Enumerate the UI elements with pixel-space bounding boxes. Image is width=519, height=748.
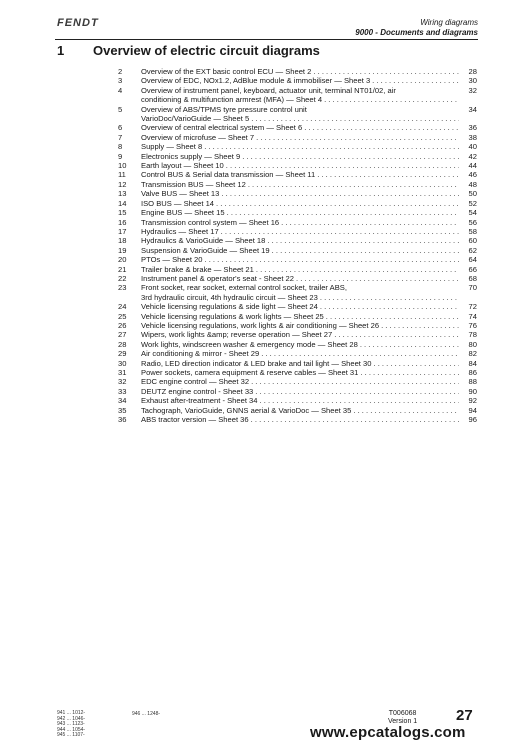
toc-entry[interactable] <box>110 133 477 142</box>
toc-entry-number: 4 <box>118 85 123 95</box>
toc-entry-page: 74 <box>468 311 477 321</box>
toc-entry-page: 80 <box>468 339 477 349</box>
toc-entry-line: EDC engine control — Sheet 32 <box>141 377 250 387</box>
toc-leader-dots <box>249 114 459 123</box>
toc-leader-dots <box>249 377 459 386</box>
toc-leader-dots <box>259 349 459 358</box>
toc-entry-text <box>141 406 459 415</box>
toc-leader-dots <box>311 67 459 76</box>
toc-entry-line: Work lights, windscreen washer & emergency mode — Sheet 28 <box>141 339 358 349</box>
toc-entry-page: 90 <box>468 386 477 396</box>
toc-entry[interactable] <box>110 302 477 311</box>
toc-entry-page: 36 <box>468 123 477 133</box>
table-of-contents <box>110 67 477 424</box>
toc-entry-text <box>141 321 459 330</box>
toc-entry-page: 50 <box>468 189 477 199</box>
toc-entry-number: 15 <box>118 208 127 218</box>
toc-entry-line: Vehicle licensing regulations & work lights — Sheet 25 <box>141 311 324 321</box>
footer-code: 942 ... 1046- <box>57 715 86 722</box>
toc-entry-number: 12 <box>118 179 127 189</box>
toc-entry-page: 84 <box>468 358 477 368</box>
toc-entry-number: 20 <box>118 255 127 265</box>
toc-entry-line: Tachograph, VarioGuide, GNNS aerial & VarioDoc — Sheet 35 <box>141 405 352 415</box>
toc-entry-line: conditioning & multifunction armrest (MFA) — Sheet 4 <box>141 95 323 105</box>
toc-entry-number: 7 <box>118 132 123 142</box>
toc-entry-page: 62 <box>468 245 477 255</box>
toc-leader-dots <box>246 180 459 189</box>
section-number: 1 <box>57 43 65 58</box>
toc-entry[interactable] <box>110 142 477 151</box>
toc-entry-text <box>141 123 459 132</box>
toc-entry-number: 26 <box>118 320 127 330</box>
toc-entry-line: Wipers, work lights &amp; reverse operation — Sheet 27 <box>141 330 333 340</box>
toc-entry-number: 19 <box>118 245 127 255</box>
watermark: www.epcatalogs.com <box>310 724 466 741</box>
toc-leader-dots <box>270 246 459 255</box>
toc-entry-page: 78 <box>468 330 477 340</box>
toc-entry-line: PTOs — Sheet 20 <box>141 255 203 265</box>
toc-entry-page: 76 <box>468 320 477 330</box>
toc-entry[interactable] <box>110 340 477 349</box>
toc-entry-line: Overview of the EXT basic control ECU — Sheet 2 <box>141 67 312 76</box>
toc-entry-text <box>141 340 459 349</box>
toc-entry-number: 17 <box>118 226 127 236</box>
toc-entry-number: 8 <box>118 142 123 152</box>
toc-leader-dots <box>249 415 459 424</box>
toc-entry-line: Engine BUS — Sheet 15 <box>141 208 225 218</box>
toc-entry[interactable] <box>110 86 477 105</box>
toc-entry-text <box>141 199 459 208</box>
toc-entry-line: Earth layout — Sheet 10 <box>141 161 224 171</box>
toc-entry-line: ABS tractor version — Sheet 36 <box>141 415 249 425</box>
header-category: Wiring diagrams <box>420 18 478 27</box>
toc-entry-number: 35 <box>118 405 127 415</box>
section-title: Overview of electric circuit diagrams <box>93 43 320 58</box>
toc-entry-line: Hydraulics — Sheet 17 <box>141 226 219 236</box>
toc-entry-number: 23 <box>118 283 127 293</box>
toc-entry[interactable] <box>110 170 477 179</box>
toc-entry-number: 31 <box>118 368 127 377</box>
toc-entry-text <box>141 368 459 377</box>
toc-entry-page: 72 <box>468 302 477 312</box>
toc-leader-dots <box>371 359 459 368</box>
toc-entry-line: Suspension & VarioGuide — Sheet 19 <box>141 245 270 255</box>
toc-entry-page: 92 <box>468 396 477 406</box>
toc-leader-dots <box>379 321 459 330</box>
toc-leader-dots <box>294 274 459 283</box>
toc-entry-number: 34 <box>118 396 127 406</box>
toc-entry-text <box>141 312 459 321</box>
toc-entry-number: 22 <box>118 273 127 283</box>
footer-model-code-extra: 946 ... 1248- <box>132 711 161 717</box>
toc-entry-text <box>141 208 459 217</box>
toc-entry-page: 88 <box>468 377 477 387</box>
toc-entry-number: 18 <box>118 236 127 246</box>
toc-entry-text <box>141 330 459 339</box>
toc-entry-number: 25 <box>118 311 127 321</box>
toc-entry-text <box>141 265 459 274</box>
toc-leader-dots <box>254 133 459 142</box>
toc-entry-text <box>141 142 459 151</box>
toc-entry-line: Overview of EDC, NOx1.2, AdBlue module & immobiliser — Sheet 3 <box>141 76 371 86</box>
toc-entry-line: Vehicle licensing regulations, work lights & air conditioning — Sheet 26 <box>141 320 380 330</box>
toc-entry-number: 30 <box>118 358 127 368</box>
toc-entry[interactable] <box>110 349 477 358</box>
toc-entry-text <box>141 218 459 227</box>
document-header <box>355 18 478 38</box>
toc-entry-line: Overview of instrument panel, keyboard, actuator unit, terminal NT01/02, air <box>141 85 396 95</box>
toc-entry-text <box>141 170 459 179</box>
toc-entry-line: Radio, LED direction indicator & LED brake and tail light — Sheet 30 <box>141 358 372 368</box>
toc-leader-dots <box>214 199 459 208</box>
toc-entry-line: Overview of central electrical system — Sheet 6 <box>141 123 303 133</box>
toc-entry[interactable] <box>110 76 477 85</box>
toc-entry-text <box>141 76 459 85</box>
toc-entry[interactable] <box>110 180 477 189</box>
toc-leader-dots <box>265 236 459 245</box>
toc-entry-line: 3rd hydraulic circuit, 4th hydraulic circuit — Sheet 23 <box>141 292 318 302</box>
toc-entry[interactable] <box>110 246 477 255</box>
toc-leader-dots <box>322 95 459 104</box>
toc-entry-line: VarioDoc/VarioGuide — Sheet 5 <box>141 114 250 124</box>
footer-code: 945 ... 1107- <box>57 732 85 739</box>
toc-leader-dots <box>202 255 459 264</box>
toc-entry-page: 28 <box>468 67 477 76</box>
toc-entry[interactable] <box>110 321 477 330</box>
header-document-title: 9000 - Documents and diagrams <box>355 28 478 37</box>
toc-entry-page: 54 <box>468 208 477 218</box>
toc-entry[interactable] <box>110 377 477 386</box>
toc-entry-number: 32 <box>118 377 127 387</box>
toc-entry[interactable] <box>110 368 477 377</box>
toc-entry-line: Overview of ABS/TPMS tyre pressure control unit <box>141 104 307 114</box>
toc-entry-text <box>141 302 459 311</box>
toc-entry-number: 33 <box>118 386 127 396</box>
toc-entry[interactable] <box>110 283 477 302</box>
toc-entry[interactable] <box>110 312 477 321</box>
toc-entry-line: ISO BUS — Sheet 14 <box>141 198 215 208</box>
toc-entry-line: DEUTZ engine control - Sheet 33 <box>141 386 254 396</box>
toc-leader-dots <box>240 152 459 161</box>
toc-entry-line: Air conditioning & mirror - Sheet 29 <box>141 349 260 359</box>
header-divider <box>55 39 478 40</box>
toc-entry-text <box>141 387 459 396</box>
toc-entry-page: 34 <box>468 104 477 114</box>
toc-leader-dots <box>224 161 459 170</box>
toc-entry-line: Hydraulics & VarioGuide — Sheet 18 <box>141 236 266 246</box>
toc-entry-number: 13 <box>118 189 127 199</box>
toc-entry-line: Instrument panel & operator's seat - Sheet 22 <box>141 273 294 283</box>
toc-entry[interactable] <box>110 152 477 161</box>
toc-leader-dots <box>370 76 459 85</box>
footer-code: 943 ... 1123- <box>57 721 85 728</box>
toc-entry-text <box>141 189 459 198</box>
toc-entry[interactable] <box>110 396 477 405</box>
brand-logo: FENDT <box>57 17 99 29</box>
toc-entry-page: 82 <box>468 349 477 359</box>
toc-entry[interactable] <box>110 387 477 396</box>
toc-entry-text <box>141 246 459 255</box>
toc-entry-page: 46 <box>468 170 477 180</box>
toc-entry[interactable] <box>110 218 477 227</box>
toc-entry-number: 9 <box>118 151 123 161</box>
toc-entry-text <box>141 86 459 105</box>
toc-entry-number: 3 <box>118 76 123 86</box>
toc-entry-page: 42 <box>468 151 477 161</box>
toc-entry[interactable] <box>110 330 477 339</box>
footer-code: 944 ... 1054- <box>57 726 86 733</box>
toc-entry-page: 30 <box>468 76 477 86</box>
toc-entry-number: 28 <box>118 339 127 349</box>
toc-leader-dots <box>219 189 459 198</box>
toc-leader-dots <box>318 302 459 311</box>
toc-entry-text <box>141 227 459 236</box>
page-number: 27 <box>456 707 473 724</box>
toc-entry[interactable] <box>110 67 477 76</box>
toc-leader-dots <box>351 406 459 415</box>
toc-entry-line: Supply — Sheet 8 <box>141 142 203 152</box>
toc-entry-number: 5 <box>118 104 123 114</box>
toc-entry-text <box>141 415 459 424</box>
toc-leader-dots <box>202 142 459 151</box>
toc-entry-number: 27 <box>118 330 127 340</box>
toc-entry-text <box>141 161 459 170</box>
toc-leader-dots <box>253 387 459 396</box>
toc-entry[interactable] <box>110 274 477 283</box>
toc-entry[interactable] <box>110 415 477 424</box>
toc-leader-dots <box>358 368 459 377</box>
toc-entry-number: 11 <box>118 170 126 180</box>
toc-leader-dots <box>332 330 459 339</box>
toc-entry-number: 21 <box>118 264 127 274</box>
toc-entry-number: 36 <box>118 415 127 425</box>
toc-entry-text <box>141 67 459 76</box>
toc-entry[interactable] <box>110 227 477 236</box>
toc-entry-text <box>141 274 459 283</box>
toc-entry-line: Electronics supply — Sheet 9 <box>141 151 241 161</box>
footer-version: Version 1 <box>388 718 418 725</box>
toc-entry[interactable] <box>110 255 477 264</box>
toc-entry[interactable] <box>110 105 477 124</box>
toc-entry-line: Valve BUS — Sheet 13 <box>141 189 220 199</box>
toc-entry-page: 68 <box>468 273 477 283</box>
toc-entry-line: Vehicle licensing regulations & side light — Sheet 24 <box>141 302 318 312</box>
toc-entry[interactable] <box>110 236 477 245</box>
toc-entry-page: 40 <box>468 142 477 152</box>
toc-entry[interactable] <box>110 359 477 368</box>
toc-entry-page: 38 <box>468 132 477 142</box>
toc-entry-text <box>141 133 459 142</box>
toc-leader-dots <box>219 227 459 236</box>
toc-entry-text <box>141 236 459 245</box>
toc-entry-number: 2 <box>118 67 123 76</box>
toc-leader-dots <box>225 208 459 217</box>
toc-leader-dots <box>279 218 459 227</box>
toc-entry[interactable] <box>110 189 477 198</box>
toc-entry[interactable] <box>110 208 477 217</box>
toc-entry-line: Transmission BUS — Sheet 12 <box>141 179 246 189</box>
toc-entry-page: 66 <box>468 264 477 274</box>
toc-entry-page: 94 <box>468 405 477 415</box>
toc-entry[interactable] <box>110 161 477 170</box>
toc-entry-line: Transmission control system — Sheet 16 <box>141 217 280 227</box>
toc-entry-number: 24 <box>118 302 127 312</box>
toc-entry-page: 86 <box>468 368 477 377</box>
footer-doc-id: T006068 <box>388 710 417 717</box>
toc-entry-text <box>141 377 459 386</box>
toc-entry-page: 58 <box>468 226 477 236</box>
toc-entry-line: Exhaust after-treatment - Sheet 34 <box>141 396 258 406</box>
toc-leader-dots <box>258 396 460 405</box>
toc-entry-number: 14 <box>118 198 127 208</box>
toc-entry-page: 56 <box>468 217 477 227</box>
toc-entry-text <box>141 152 459 161</box>
toc-entry-text <box>141 359 459 368</box>
toc-entry-line: Control BUS & Serial data transmission — Sheet 11 <box>141 170 316 180</box>
toc-entry-page: 64 <box>468 255 477 265</box>
toc-leader-dots <box>302 123 459 132</box>
toc-entry-text <box>141 180 459 189</box>
toc-entry-text <box>141 255 459 264</box>
toc-entry-line: Trailer brake & brake — Sheet 21 <box>141 264 254 274</box>
toc-entry-line: Power sockets, camera equipment & reserve cables — Sheet 31 <box>141 368 359 377</box>
toc-entry-text <box>141 105 459 124</box>
toc-entry-text <box>141 349 459 358</box>
toc-entry-number: 10 <box>118 161 127 171</box>
toc-entry-line: Front socket, rear socket, external control socket, trailer ABS, <box>141 283 347 293</box>
toc-entry[interactable] <box>110 265 477 274</box>
toc-entry[interactable] <box>110 406 477 415</box>
footer-code: 941 ... 1012- <box>57 710 86 716</box>
toc-leader-dots <box>318 293 459 302</box>
toc-entry-number: 16 <box>118 217 127 227</box>
toc-leader-dots <box>315 170 459 179</box>
footer-model-codes <box>57 711 85 739</box>
toc-leader-dots <box>254 265 459 274</box>
toc-entry-page: 52 <box>468 198 477 208</box>
toc-entry-page: 44 <box>468 161 477 171</box>
toc-entry-text <box>141 396 459 405</box>
toc-leader-dots <box>324 312 459 321</box>
toc-entry-line: Overview of microfuse — Sheet 7 <box>141 132 255 142</box>
toc-entry-text <box>141 283 459 302</box>
toc-leader-dots <box>358 340 459 349</box>
toc-entry[interactable] <box>110 199 477 208</box>
toc-entry-page: 48 <box>468 179 477 189</box>
toc-entry-page: 96 <box>468 415 477 425</box>
toc-entry-page: 70 <box>468 283 477 293</box>
toc-entry-page: 60 <box>468 236 477 246</box>
toc-entry-number: 6 <box>118 123 123 133</box>
toc-entry[interactable] <box>110 123 477 132</box>
toc-entry-number: 29 <box>118 349 127 359</box>
toc-entry-page: 32 <box>468 85 477 95</box>
